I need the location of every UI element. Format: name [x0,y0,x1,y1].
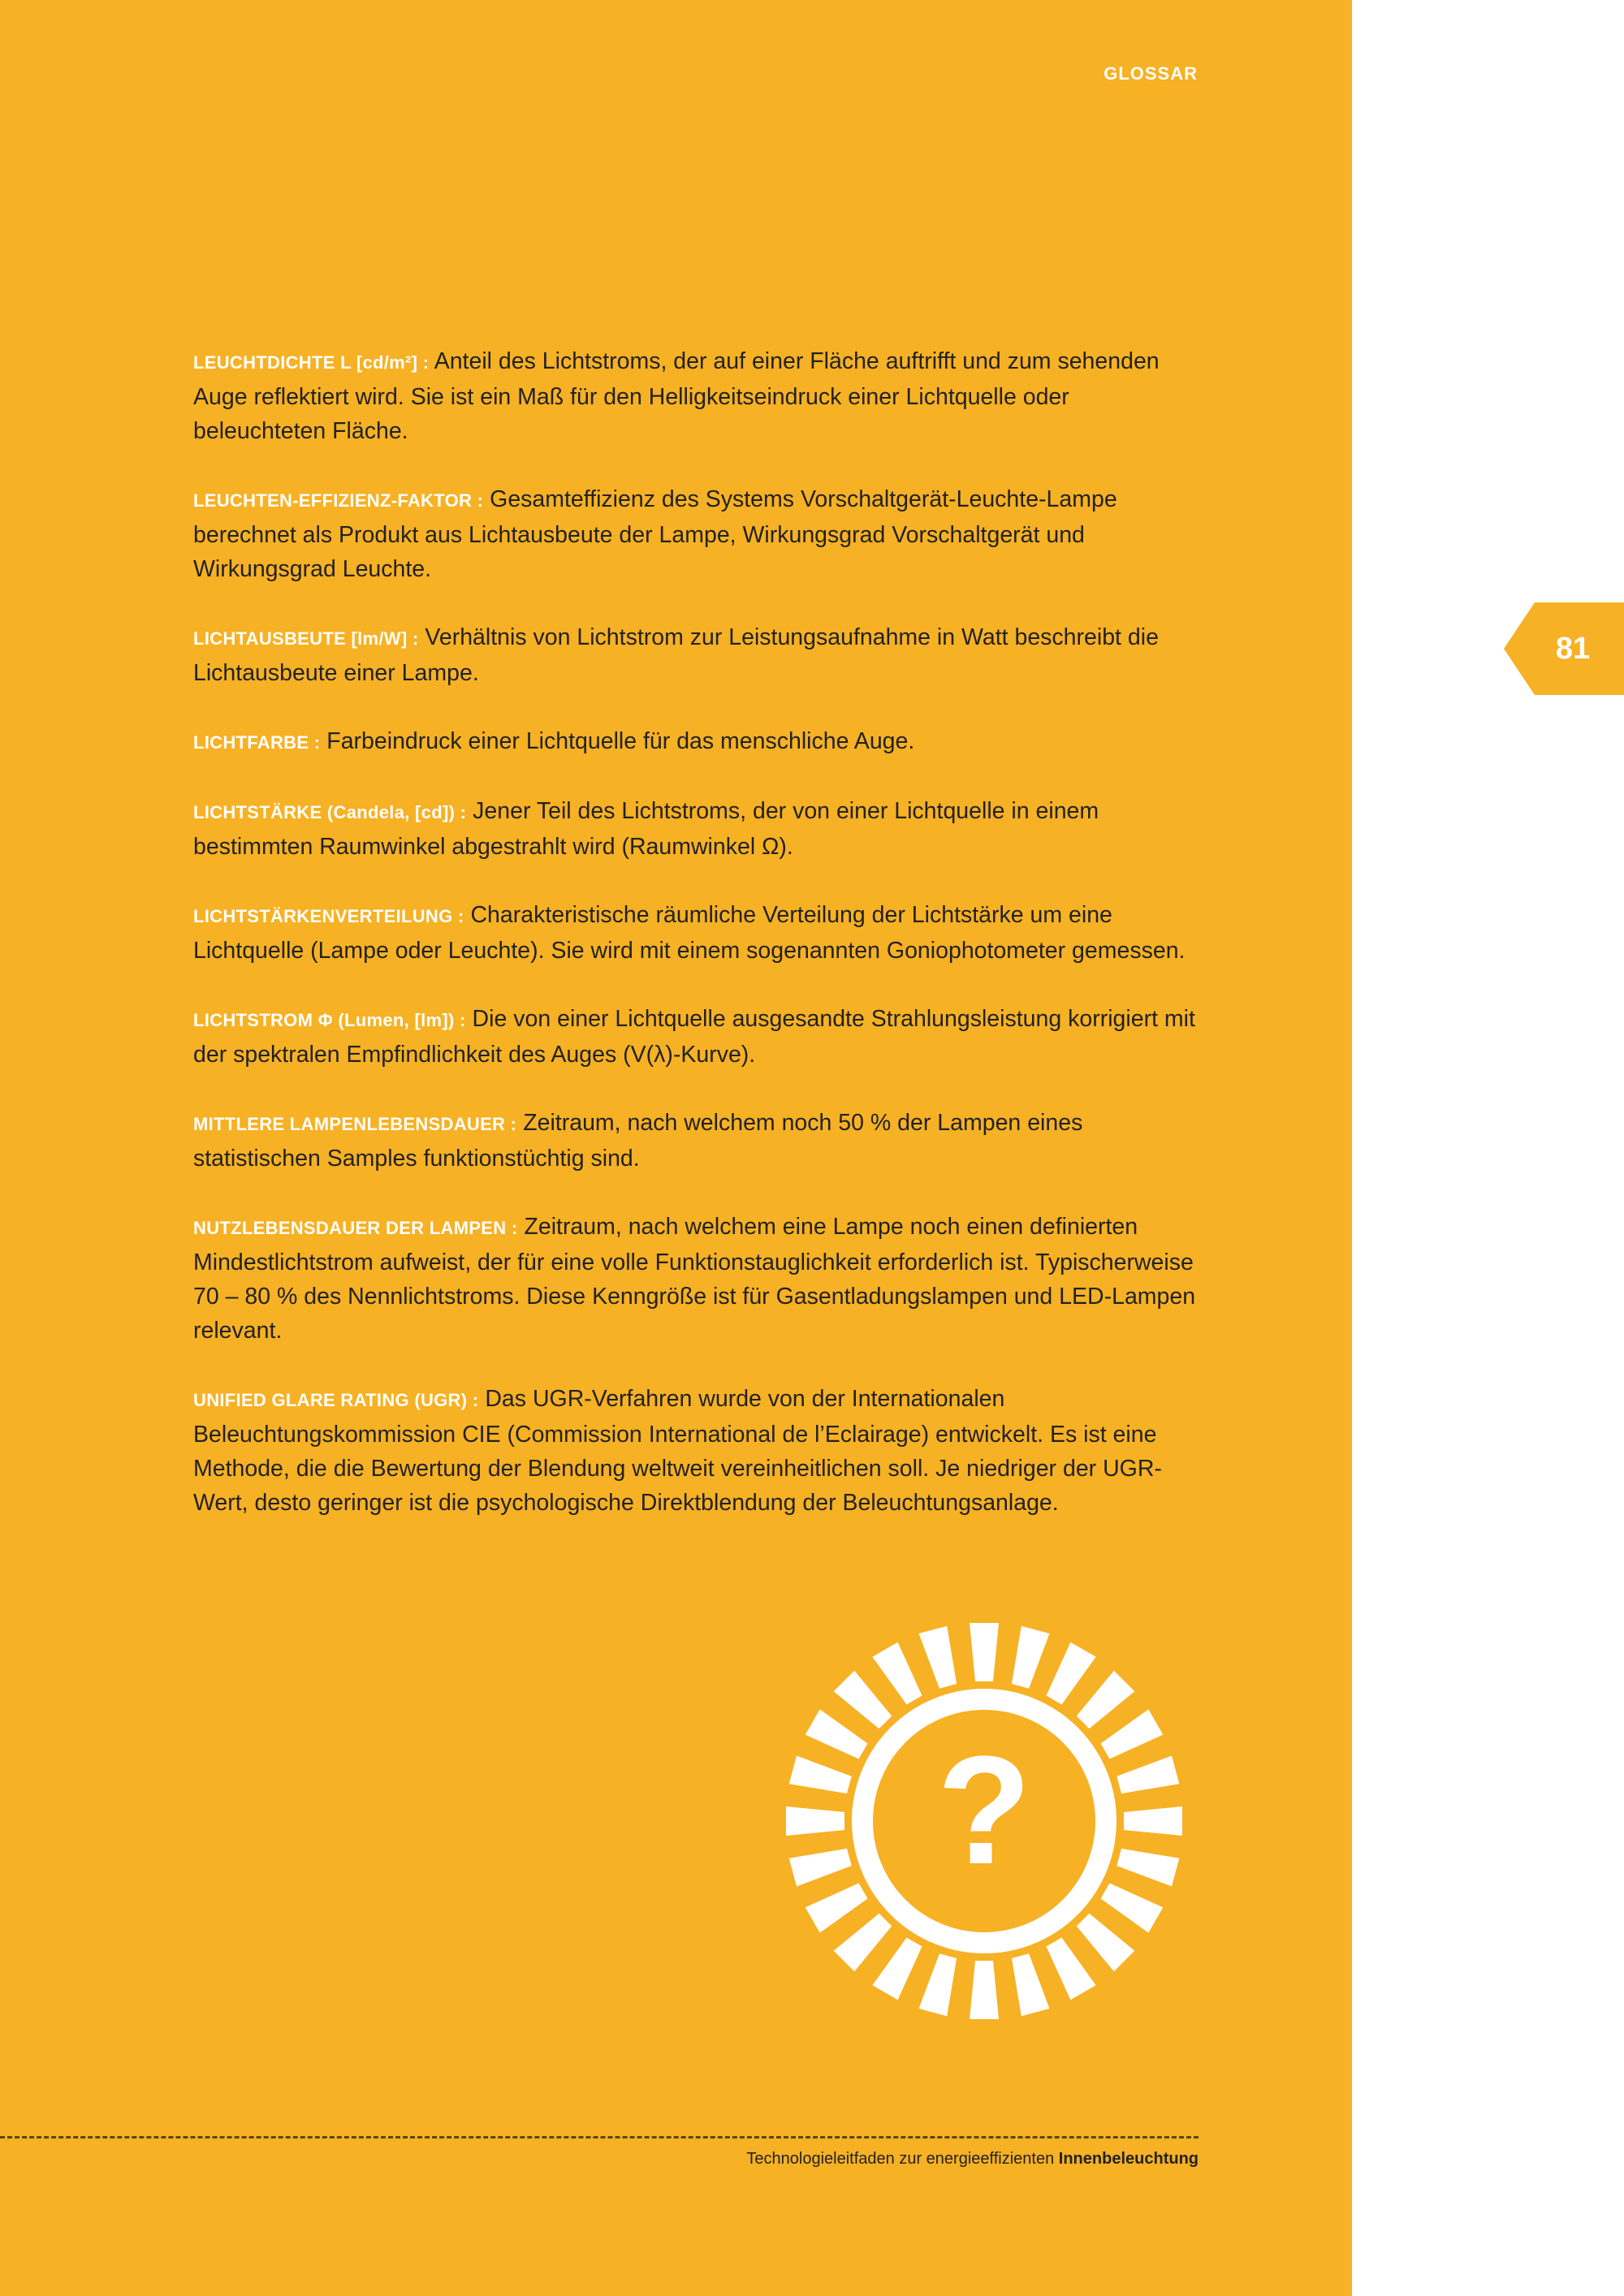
glossary-term: LICHTSTROM Φ (Lumen, [lm]) : [193,1010,466,1030]
footer-title-bold: Innenbeleuchtung [1058,2150,1199,2168]
glossary-term: LEUCHTDICHTE L [cd/m²] : [193,352,430,373]
glossary-definition: Jener Teil des Lichtstroms, der von einer Lichtquelle in einem bestimmten Raumwinkel abgestrahlt wird (Raumwinkel Ω). [193,798,1099,860]
glossary-entry [193,620,1199,690]
glossary-definition: Die von einer Lichtquelle ausgesandte Strahlungsleistung korrigiert mit der spektralen Empfindlichkeit des Auges (V(λ)-Kurve). [193,1006,1195,1068]
gear-ray [834,1914,892,1972]
glossary-term: LICHTSTÄRKE (Candela, [cd]) : [193,802,467,822]
gear-ray [806,1709,868,1759]
glossary-entry [193,482,1199,586]
gear-ray [806,1884,868,1933]
footer-title-regular: Technologieleitfaden zur energieeffizienten [746,2150,1059,2168]
glossary-definition: Verhältnis von Lichtstrom zur Leistungsaufnahme in Watt beschreibt die Lichtausbeute einer Lampe. [193,624,1159,686]
gear-ray [1077,1671,1135,1729]
glossary-term: LICHTAUSBEUTE [lm/W] : [193,628,419,649]
glossary-entry [193,1002,1199,1072]
gear-ray [789,1756,852,1794]
glossary-entry [193,794,1199,864]
gear-ray [872,1642,922,1705]
glossary-entry [193,724,1199,760]
question-gear-icon [781,1618,1187,2024]
gear-ray [834,1671,892,1729]
glossary-term: LEUCHTEN-EFFIZIENZ-FAKTOR : [193,490,484,511]
glossary-entry [193,344,1199,448]
glossary-term: NUTZLEBENSDAUER DER LAMPEN : [193,1218,518,1238]
glossary-term: MITTLERE LAMPENLEBENSDAUER : [193,1114,517,1134]
gear-ray [970,1623,999,1681]
footer-divider [0,2136,1199,2138]
gear-ray [919,1953,957,2016]
glossary-term: LICHTFARBE : [193,732,321,753]
glossary-entry [193,898,1199,968]
gear-ray [872,1938,922,2000]
glossary-entry [193,1382,1199,1520]
question-mark-glyph: ? [936,1724,1032,1897]
gear-ray [1012,1953,1050,2016]
section-label: GLOSSAR [1104,63,1198,84]
page-number: 81 [1555,631,1591,666]
gear-ray [1047,1938,1096,2000]
glossary-definition: Anteil des Lichtstroms, der auf einer Fläche auftrifft und zum sehenden Auge reflektiert wird. Sie ist ein Maß für den Helligkeitseindruck einer Lichtquelle oder beleuchteten Fläche. [193,348,1160,444]
glossary-list [193,344,1199,1554]
glossary-definition: Das UGR-Verfahren wurde von der Internationalen Beleuchtungskommission CIE (Commission International de l’Eclairage) entwickelt. Es ist eine Methode, die die Bewertung der Blendung weltweit vereinheitlichen soll. Je niedriger der UGR-Wert, desto geringer ist die psychologische Direktblendung der Beleuchtungsanlage. [193,1386,1162,1516]
gear-ray [1101,1884,1164,1933]
footer-title [746,2150,1199,2169]
gear-ray [1012,1626,1050,1689]
gear-ray [1116,1756,1179,1794]
gear-ray [919,1626,957,1689]
gear-ray [1101,1709,1164,1759]
gear-ray [970,1961,999,2019]
gear-ray [1077,1914,1135,1972]
glossary-entry [193,1106,1199,1176]
gear-ray [786,1806,844,1836]
gear-ray [1047,1642,1096,1705]
glossary-definition: Farbeindruck einer Lichtquelle für das menschliche Auge. [320,728,915,754]
page-number-tab [1504,602,1624,695]
gear-ray [789,1849,852,1887]
glossary-definition: Gesamteffizienz des Systems Vorschaltgerät-Leuchte-Lampe berechnet als Produkt aus Lichtausbeute der Lampe, Wirkungsgrad Vorschaltgerät und Wirkungsgrad Leuchte. [193,486,1117,582]
glossary-term: UNIFIED GLARE RATING (UGR) : [193,1390,479,1410]
glossary-entry [193,1210,1199,1348]
gear-ray [1116,1849,1179,1887]
glossary-definition: Zeitraum, nach welchem noch 50 % der Lampen eines statistischen Samples funktionstüchtig sind. [193,1110,1083,1172]
glossary-term: LICHTSTÄRKENVERTEILUNG : [193,906,464,926]
glossary-definition: Zeitraum, nach welchem eine Lampe noch einen definierten Mindestlichtstrom aufweist, der für eine volle Funktionstauglichkeit erforderlich ist. Typischerweise 70 – 80 % des Nennlichtstroms. Diese Kenngröße ist für Gasentladungslampen und LED-Lampen relevant. [193,1214,1196,1344]
glossary-definition: Charakteristische räumliche Verteilung der Lichtstärke um eine Lichtquelle (Lampe oder Leuchte). Sie wird mit einem sogenannten Goniophotometer gemessen. [193,902,1186,964]
gear-ray [1124,1806,1182,1836]
